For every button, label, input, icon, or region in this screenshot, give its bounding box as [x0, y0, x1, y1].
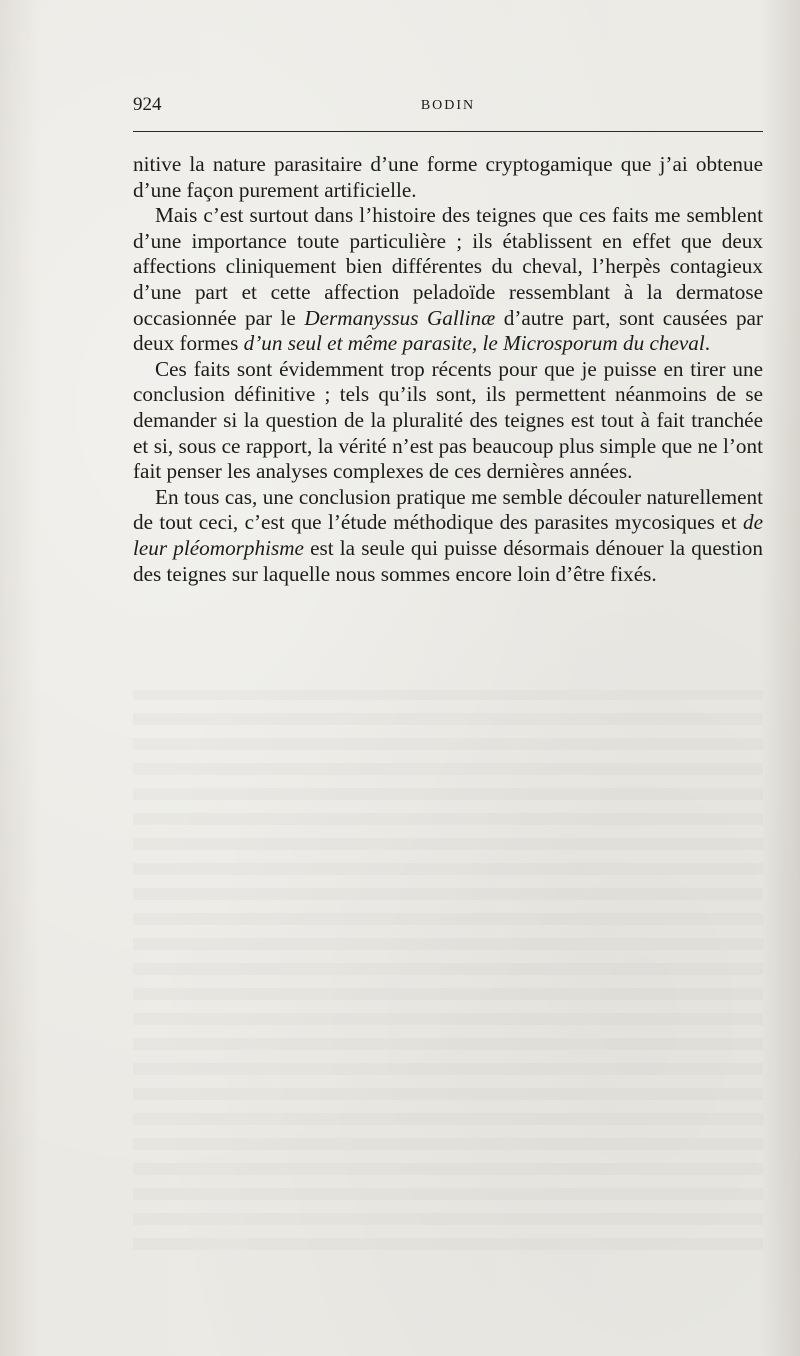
running-head: BODIN	[420, 98, 476, 113]
header-rule	[133, 131, 763, 132]
text-segment: Ces faits sont évidemment trop récents pour que je puisse en tirer une conclusion définitive ; tels qu’ils sont, ils permettent néanmoins de se demander si la question de la pluralité des teignes est tout à fait tranchée et si, sous ce rapport, la vérité n’est pas beaucoup plus simple que ne l’ont fait penser les analyses complexes de ces dernières années.	[133, 356, 763, 484]
page-number: 924	[133, 94, 162, 115]
paragraph	[133, 203, 763, 357]
italic-text: Dermanyssus Gallinæ	[304, 305, 496, 330]
paragraph	[133, 152, 763, 203]
text-segment: d’autre part, sont causées par deux formes	[133, 305, 763, 356]
italic-text: d’un seul et même parasite, le Microsporum du cheval	[243, 331, 705, 356]
page-header	[133, 94, 763, 124]
text-segment: nitive la nature parasitaire d’une forme cryptogamique que j’ai obtenue d’une façon purement artificielle.	[133, 152, 763, 202]
text-segment: En tous cas, une conclusion pratique me semble découler naturellement de tout ceci, c’est que l’étude méthodique des parasites mycosiques et	[133, 484, 763, 535]
show-through-texture	[133, 690, 763, 1250]
paragraph	[133, 485, 763, 587]
text-segment: est la seule qui puisse désormais dénouer la question des teignes sur laquelle nous sommes encore loin d’être fixés.	[133, 535, 763, 586]
italic-text: de leur pléomorphisme	[133, 510, 763, 560]
body-text	[133, 152, 763, 587]
text-segment: Mais c’est surtout dans l’histoire des teignes que ces faits me semblent d’une importance toute particulière ; ils établissent en effet que deux affections cliniquement bien différentes du cheval, l’herpès contagieux d’une part et cette affection peladoïde ressemblant à la dermatose occasionnée par le	[133, 203, 763, 330]
paragraph	[133, 357, 763, 485]
text-segment: .	[704, 331, 711, 356]
